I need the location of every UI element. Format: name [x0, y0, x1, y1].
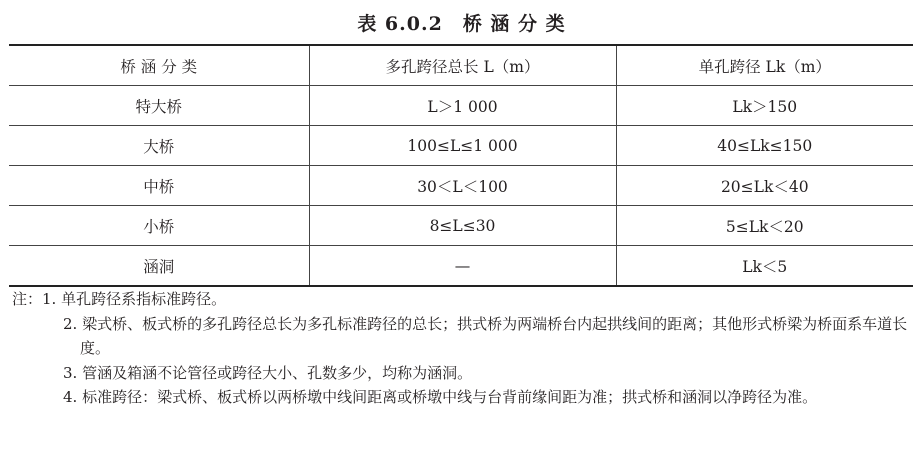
table-cell: 特大桥: [9, 86, 309, 126]
table-cell: Lk＜5: [616, 246, 913, 287]
table-row: [9, 166, 913, 206]
table-header-row: [9, 45, 913, 86]
table-cell: 30＜L＜100: [309, 166, 616, 206]
table-cell: 40≤Lk≤150: [616, 126, 913, 166]
note-item: 3. 管涵及箱涵不论管径或跨径大小、孔数多少，均称为涵洞。: [63, 363, 473, 382]
table-cell: 涵洞: [9, 246, 309, 287]
note-item: [12, 287, 917, 312]
table-row: [9, 126, 913, 166]
table-row: [9, 246, 913, 287]
table-cell: 20≤Lk＜40: [616, 166, 913, 206]
table-cell: 5≤Lk＜20: [616, 206, 913, 246]
table-cell: 100≤L≤1 000: [309, 126, 616, 166]
column-header-single-span: 单孔跨径 Lk（m）: [616, 45, 913, 86]
table-cell: 大桥: [9, 126, 309, 166]
bridge-classification-table: [9, 44, 913, 287]
note-item: 2. 梁式桥、板式桥的多孔跨径总长为多孔标准跨径的总长；拱式桥为两端桥台内起拱线间的距离；其他形式桥梁为桥面系车道长度。: [63, 314, 908, 357]
table-cell: L＞1 000: [309, 86, 616, 126]
table-cell: 中桥: [9, 166, 309, 206]
note-item: 4. 标准跨径：梁式桥、板式桥以两桥墩中线间距离或桥墩中线与台背前缘间距为准；拱式桥和涵洞以净跨径为准。: [63, 388, 818, 406]
table-notes: [12, 287, 917, 410]
table-cell: Lk＞150: [616, 86, 913, 126]
table-cell: 小桥: [9, 206, 309, 246]
column-header-total-span: 多孔跨径总长 L（m）: [309, 45, 616, 86]
table-row: [9, 206, 913, 246]
table-title: 表 6.0.2 桥 涵 分 类: [357, 13, 566, 35]
table-row: [9, 86, 913, 126]
column-header-category: 桥 涵 分 类: [9, 45, 309, 86]
table-cell: —: [309, 246, 616, 287]
note-text: 1. 单孔跨径系指标准跨径。: [42, 290, 227, 308]
notes-prefix: 注：: [12, 290, 43, 308]
table-cell: 8≤L≤30: [309, 206, 616, 246]
